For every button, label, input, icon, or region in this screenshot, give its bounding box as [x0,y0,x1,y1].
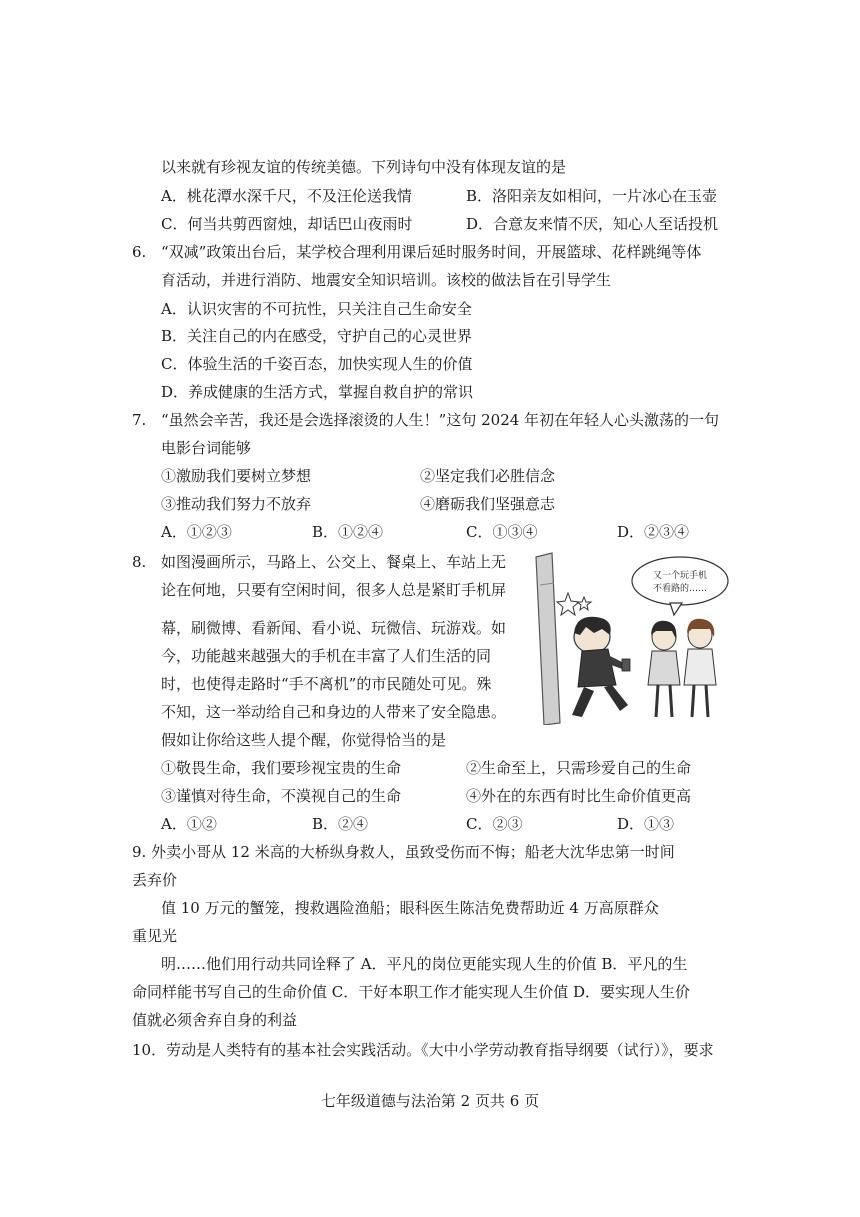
q8-stem-line2: 论在何地，只要有空闲时间，很多人总是紧盯手机屏 [161,581,507,599]
q8-stem-line4: 今，功能越来越强大的手机在丰富了人们生活的同 [161,647,492,665]
q9-line5: 明……他们用行动共同诠释了 A．平凡的岗位更能实现人生的价值 B．平凡的生 [161,955,688,973]
q5-option-d: D．合意友来情不厌，知心人至话投机 [466,215,719,233]
q9-line4: 重见光 [132,927,178,945]
speech-bubble-line1: 又一个玩手机 [652,571,708,581]
q8-statement-4: ④外在的东西有时比生命价值更高 [466,787,692,805]
q7-stem-line2: 电影台词能够 [161,439,252,457]
q8-statement-3: ③谨慎对待生命，不漠视自己的生命 [161,787,402,805]
q9-line7: 值就必须舍弃自身的利益 [132,1011,298,1029]
q7-option-d: D．②③④ [617,523,690,541]
q8-stem-line1: 如图漫画所示，马路上、公交上、餐桌上、车站上无 [161,553,507,571]
q6-option-c: C．体验生活的千姿百态，加快实现人生的价值 [161,355,473,373]
page-footer: 七年级道德与法治第 2 页共 6 页 [320,1092,540,1110]
q6-stem-line1: “双减”政策出台后，某学校合理利用课后延时服务时间，开展篮球、花样跳绳等体 [161,243,702,261]
q8-stem-line6: 不知，这一举动给自己和身边的人带来了安全隐患。 [161,703,507,721]
q6-stem-line2: 育活动，并进行消防、地震安全知识培训。该校的做法旨在引导学生 [161,271,612,289]
q8-option-d: D．①③ [617,815,675,833]
q7-option-b: B．①②④ [312,523,384,541]
q5-option-c: C．何当共剪西窗烛，却话巴山夜雨时 [161,215,413,233]
q9-line2: 丢弃价 [132,871,178,889]
q10-line1: 10．劳动是人类特有的基本社会实践活动。《大中小学劳动教育指导纲要（试行）》，要求 [132,1041,714,1059]
q8-option-a: A．①② [161,815,217,833]
q7-statement-1: ①激励我们要树立梦想 [161,467,312,485]
q9-line1: 9. 外卖小哥从 12 米高的大桥纵身救人，虽致受伤而不悔；船老大沈华忠第一时间 [132,843,675,861]
q8-stem-line3: 幕，刷微博、看新闻、看小说、玩微信、玩游戏。如 [161,619,507,637]
q5-option-a: A．桃花潭水深千尺，不及汪伦送我情 [161,187,412,205]
q7-statement-4: ④磨砺我们坚强意志 [420,495,556,513]
q8-stem-line5: 时，也使得走路时“手不离机”的市民随处可见。殊 [161,675,492,693]
q6-option-b: B．关注自己的内在感受，守护自己的心灵世界 [161,327,473,345]
q9-line6: 命同样能书写自己的生命价值 C．干好本职工作才能实现人生价值 D．要实现人生价 [132,983,691,1001]
q8-number: 8. [132,553,147,571]
phone-walking-cartoon [524,545,730,725]
q8-option-c: C．②③ [466,815,523,833]
q7-statement-3: ③推动我们努力不放弃 [161,495,312,513]
q6-option-d: D．养成健康的生活方式，掌握自救自护的常识 [161,383,474,401]
q8-stem-line7: 假如让你给这些人提个醒，你觉得恰当的是 [161,731,447,749]
q7-statement-2: ②坚定我们必胜信念 [420,467,556,485]
q5-stem: 以来就有珍视友谊的传统美德。下列诗句中没有体现友谊的是 [161,158,567,176]
q7-option-c: C．①③④ [466,523,538,541]
q8-statement-2: ②生命至上，只需珍爱自己的生命 [466,759,692,777]
q6-number: 6. [132,243,147,261]
q8-statement-1: ①敬畏生命，我们要珍视宝贵的生命 [161,759,402,777]
q9-line3: 值 10 万元的蟹笼，搜救遇险渔船；眼科医生陈洁免费帮助近 4 万高原群众 [161,899,659,917]
q7-option-a: A．①②③ [161,523,232,541]
q7-number: 7. [132,411,147,429]
speech-bubble-line2: 不看路的…… [652,584,708,594]
q8-option-b: B．②④ [312,815,369,833]
q7-stem-line1: “虽然会辛苦，我还是会选择滚烫的人生！”这句 2024 年初在年轻人心头激荡的一句 [161,411,720,429]
q6-option-a: A．认识灾害的不可抗性，只关注自己生命安全 [161,300,472,318]
q5-option-b: B．洛阳亲友如相问，一片冰心在玉壶 [466,187,718,205]
